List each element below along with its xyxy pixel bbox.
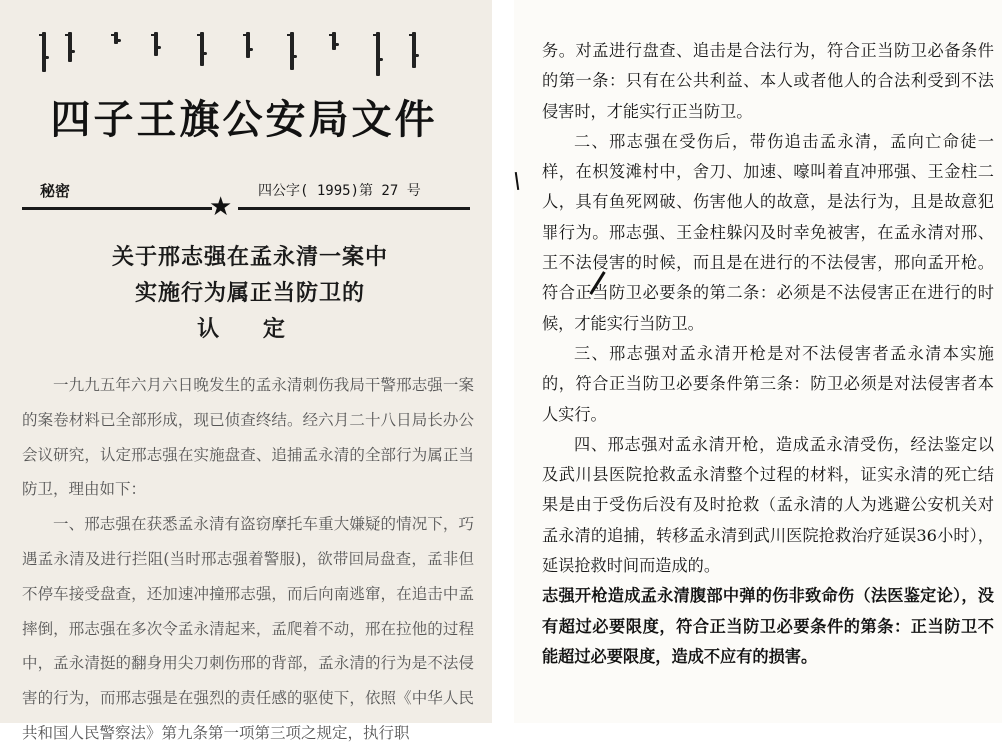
- subtitle-line-1: 关于邢志强在孟永清一案中: [111, 245, 388, 270]
- star-icon: ★: [209, 192, 233, 222]
- right-document-page: [514, 0, 1002, 723]
- body-paragraph: 志强开枪造成孟永清腹部中弹的伤非致命伤（法医鉴定论），没有超过必要限度，符合正当防卫必要条件的第条：正当防卫不能超过必要限度，造成不应有的损害。: [542, 586, 994, 666]
- body-paragraph: 三、邢志强对孟永清开枪是对不法侵害者孟永清本实施的，符合正当防卫必要条件第三条：防卫必须是对法侵害者本人实行。: [542, 343, 994, 424]
- page-gutter: [492, 0, 514, 723]
- header-rule-left: [22, 207, 212, 210]
- left-document-page: [0, 0, 492, 742]
- mongolian-glyph: [154, 32, 158, 56]
- margin-mark: [515, 172, 519, 190]
- subtitle-line-3: 认 定: [197, 317, 303, 342]
- mongolian-glyph: [290, 32, 294, 70]
- mongolian-glyph: [200, 32, 204, 66]
- body-paragraph: 二、邢志强在受伤后，带伤追击孟永清，孟向亡命徒一样，在枳笈滩村中，舍刀、加速、嚎叫着直冲邢强、王金柱二人，具有鱼死网破、伤害他人的故意，是法行为，且是故意犯罪行为。邢志强、王金柱躲闪及时幸免被害，在孟永清对邢、王不法侵害的时候，而且是在进行的不法侵害，邢向孟开枪。符合正当防卫必要条的第二条：必须是不法侵害正在进行的时候，才能实行当防卫。: [542, 131, 994, 333]
- document-number: 四公字( 1995)第 27 号: [258, 183, 421, 199]
- mongolian-glyph: [412, 32, 416, 68]
- body-paragraph: 一九九五年六月六日晚发生的孟永清刺伤我局干警邢志强一案的案卷材料已全部形成，现已侦查终结。经六月二十八日局长办公会议研究，认定邢志强在实施盘查、追捕孟永清的全部行为属正当防卫，理由如下：: [22, 376, 474, 499]
- body-paragraph: 四、邢志强对孟永清开枪，造成孟永清受伤，经法鉴定以及武川县医院抢救孟永清整个过程的材料，证实永清的死亡结果是由于受伤后没有及时抢救（孟永清的人为逃避公安机关对孟永清的追捕，转移孟永清到武川医院抢救治疗延误36小时），延误抢救时间而造成的。: [542, 434, 994, 576]
- header-rule-right: [238, 207, 470, 210]
- left-body-text: [22, 368, 474, 751]
- subtitle-line-2: 实施行为属正当防卫的: [134, 281, 365, 306]
- mongolian-glyph: [246, 32, 250, 58]
- mongolian-glyph: [376, 32, 380, 76]
- mongolian-glyph: [42, 32, 46, 72]
- mongolian-glyph: [114, 32, 118, 44]
- right-body-text: [542, 36, 994, 672]
- mongolian-script-header: [40, 32, 440, 84]
- classification-label: 秘密: [40, 182, 71, 200]
- document-title: 四子王旗公安局文件: [50, 97, 438, 143]
- body-paragraph: 一、邢志强在获悉孟永清有盗窃摩托车重大嫌疑的情况下，巧遇孟永清及进行拦阻(当时邢志强着警服)，欲带回局盘查，孟非但不停车接受盘查，还加速冲撞邢志强，而后向南逃窜，在追击中孟摔倒，邢志强在多次令孟永清起来，孟爬着不动，邢在拉他的过程中，孟永清挺的翻身用尖刀刺伤邢的背部，孟永清的行为是不法侵害的行为，而邢志强是在强烈的责任感的驱使下，依照《中华人民共和国人民警察法》第九条第一项第三项之规定，执行职: [22, 515, 474, 742]
- mongolian-glyph: [332, 32, 336, 50]
- body-paragraph: 务。对孟进行盘查、追击是合法行为，符合正当防卫必备条件的第一条：只有在公共利益、本人或者他人的合法利受到不法侵害时，才能实行正当防卫。: [542, 41, 994, 121]
- mongolian-glyph: [68, 32, 72, 62]
